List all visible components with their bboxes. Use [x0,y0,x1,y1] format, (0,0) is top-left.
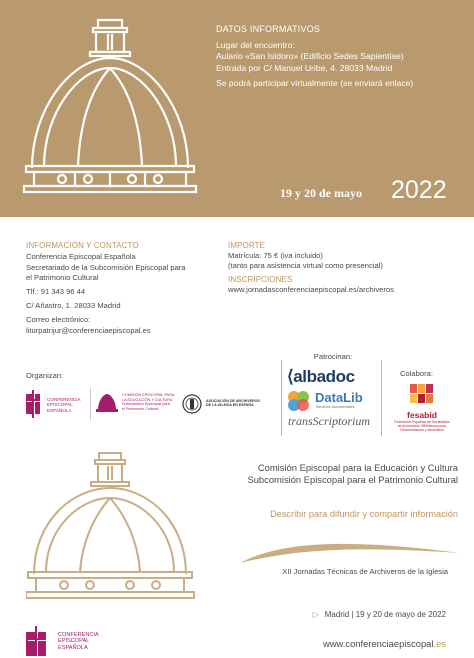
archiveros-seal-icon [182,394,202,414]
fesabid-sub-3: Documentación y Museística [400,428,444,432]
datalib-subtext: Servicios Documentales [316,405,355,409]
comision-emblem-icon [96,392,118,412]
cee-bottom-line-3: ESPAÑOLA [58,644,88,651]
bottom-titles [190,462,458,486]
header-band [0,0,474,217]
divider-left [281,360,282,436]
comision-line-3: Subcomisión Episcopal para [122,402,170,407]
albadoc-k-icon: ⟨ [287,367,294,386]
event-days: 19 y 20 de mayo [280,186,362,200]
albadoc-text: albadoc [293,367,355,386]
contact-org: Conferencia Episcopal Española [26,251,136,261]
importe-heading: IMPORTE [228,241,266,250]
datalib-logo [286,390,363,417]
archiveros-line-1: ASOCIACIÓN DE ARCHIVEROS [206,399,260,403]
archiveros-line-2: DE LA IGLESIA EN ESPAÑA [206,403,254,408]
website-prefix: www.conferenciaepiscopal [323,638,434,649]
madrid-date-text: Madrid | 19 y 20 de mayo de 2022 [324,610,446,619]
bottom-title-2: Subcomisión Episcopal para el Patrimonio Cultural [247,474,458,485]
organizan-label: Organizan: [26,371,64,380]
virtual-text: Se podrá participar virtualmente (se enviará enlace) [216,77,414,88]
separator [90,388,91,420]
archiveros-logo-text [206,399,260,408]
cee-bottom-line-1: CONFERENCIA [58,632,99,638]
comision-logo [96,392,175,417]
website-link[interactable] [190,638,446,649]
aulario-text: Aulario «San Isidoro» (Edificio Sedes Sapientiae) [216,51,404,62]
contact-heading: INFORMACIÓN Y CONTACTO [26,241,139,250]
cee-line-2: EPISCOPAL [47,402,73,408]
cee-line-1: CONFERENCIA [47,397,81,402]
bottom-subtitle: Describir para difundir y compartir información [270,509,458,519]
cee-logo [26,390,81,423]
datalib-flower-icon [286,390,312,412]
bottom-title-1: Comisión Episcopal para la Educación y Cultura [257,462,458,473]
contact-secretariado-2: el Patrimonio Cultural [26,273,99,283]
cross-icon [26,390,46,418]
datos-title: DATOS INFORMATIVOS [216,24,321,34]
website-suffix: .es [433,638,446,649]
datos-informativos [216,24,468,89]
contact-address: C/ Añastro, 1. 28033 Madrid [26,300,121,310]
inscripciones-url[interactable]: www.jornadasconferenciaepiscopal.es/archiveros [228,284,394,294]
transscriptorium-logo: transScriptorium [288,414,371,428]
contact-block [26,241,226,336]
importe-block [228,241,468,295]
dome-outline-icon [22,18,202,203]
event-year: 2022 [391,176,447,204]
comision-line-2: LA EDUCACIÓN Y CULTURA [122,397,173,402]
inscripciones-heading: INSCRIPCIONES [228,274,293,284]
fesabid-squares-icon [410,384,434,404]
albadoc-logo [287,367,355,387]
fesabid-text: fesabid [406,410,438,420]
comision-line-4: el Patrimonio Cultural [122,406,159,411]
cross-icon [26,626,54,656]
cee-bottom-line-2: EPISCOPAL [58,638,90,645]
lugar-label: Lugar del encuentro: [216,40,295,51]
triangle-icon: ▷ [312,610,319,619]
importe-note: (tanto para asistencia virtual como presencial) [228,261,383,271]
comision-logo-text [122,393,174,411]
comision-line-1: COMISIÓN EPISCOPAL PARA [122,393,175,397]
swoosh-decoration-icon [238,533,462,567]
divider-right [381,360,382,436]
fesabid-sub-1: Federación Española de Sociedades [394,420,450,424]
contact-email[interactable]: liturpatrijur@conferenciaepiscopal.es [26,325,151,335]
contact-email-label: Correo electrónico: [26,314,91,324]
dome-outline-gold-icon [26,452,196,602]
fesabid-subtext [392,420,452,432]
jornadas-text: XII Jornadas Técnicas de Archiveros de la Iglesia [282,567,448,576]
contact-phone: Tlf.: 91 343 96 44 [26,287,86,297]
cee-logo-text [47,397,80,413]
patrocinan-label: Patrocinan: [313,352,353,361]
cee-bottom-text [58,632,99,651]
fesabid-logo [392,384,452,432]
madrid-date [190,610,446,619]
entrada-text: Entrada por C/ Manuel Uribe, 4. 28033 Madrid [216,62,393,73]
fesabid-sub-2: de Archivística, Biblioteconomía, [397,424,447,428]
datalib-text: DataLib [315,390,363,405]
cee-logo-bottom [26,626,99,658]
contact-secretariado-1: Secretariado de la Subcomisión Episcopal para [26,262,186,272]
archiveros-logo [182,394,260,419]
cee-line-3: ESPAÑOLA [47,407,72,413]
importe-matricula: Matrícula: 75 € (iva incluido) [228,251,323,261]
colabora-label: Colabora: [400,369,433,378]
